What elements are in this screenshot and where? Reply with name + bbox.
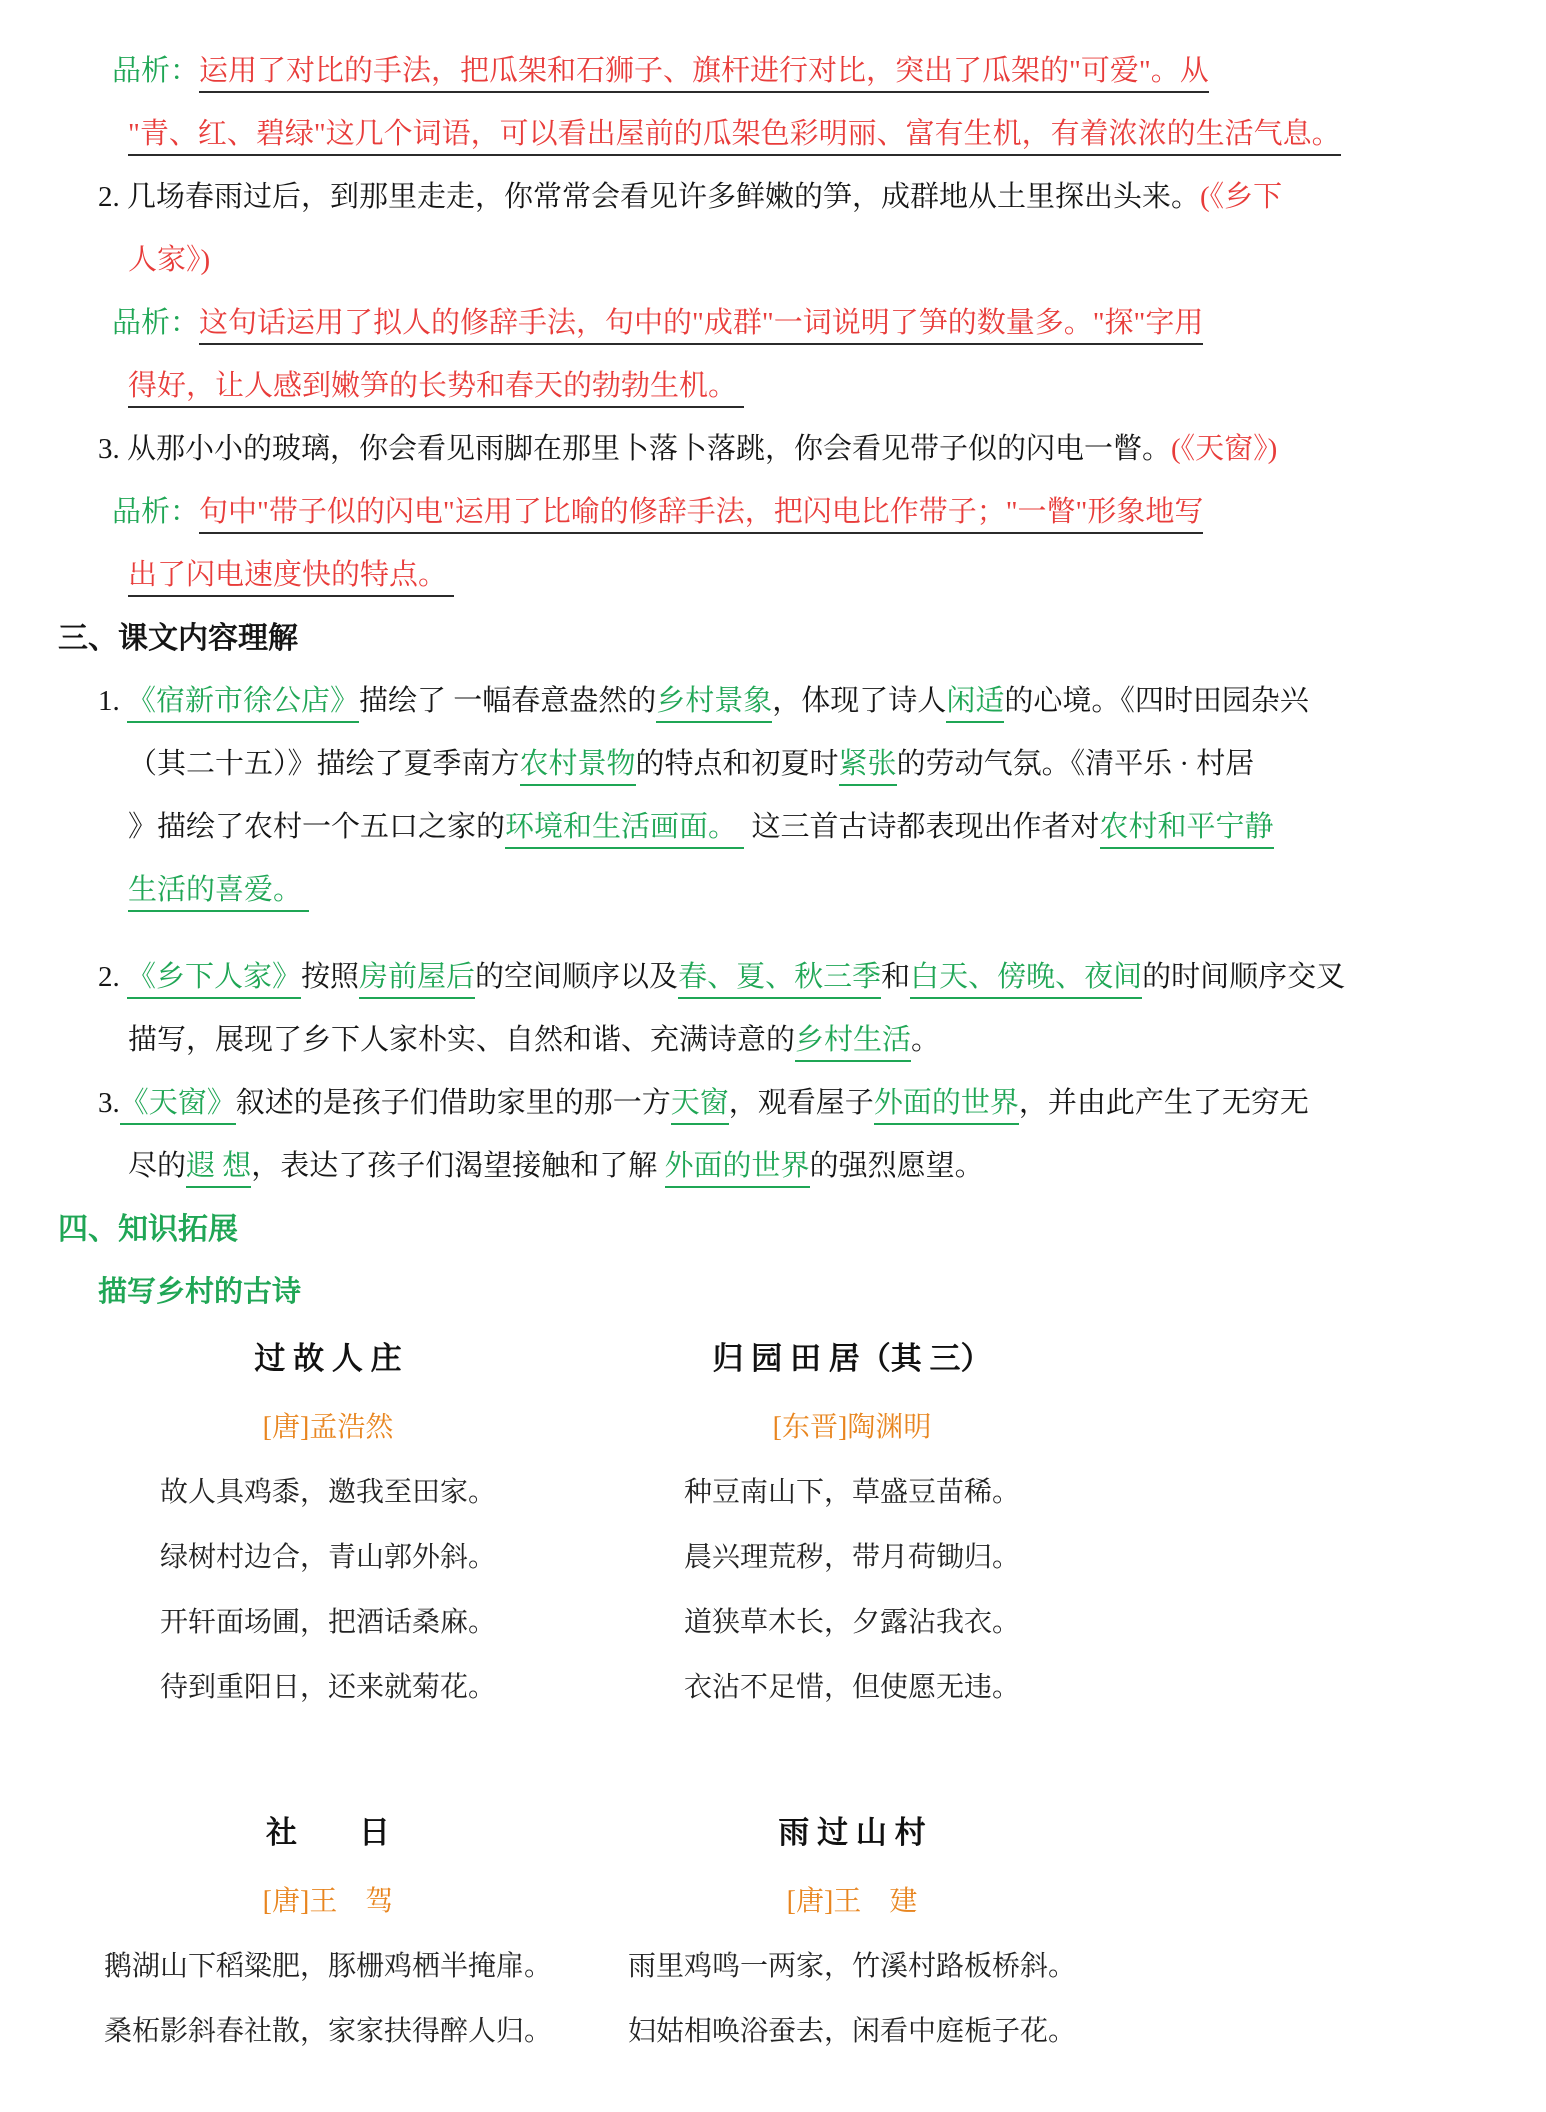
text-segment: 的心境。《四时田园杂兴 bbox=[1004, 685, 1309, 717]
text-segment: 3. 从那小小的玻璃，你会看见雨脚在那里卜落卜落跳，你会看见带子似的闪电一瞥。 bbox=[98, 433, 1172, 465]
text-segment: 环境和生活画面。 bbox=[505, 811, 744, 849]
text-segment: 。 bbox=[911, 1024, 941, 1056]
text-segment: 出了闪电速度快的特点。 bbox=[128, 559, 454, 597]
text-segment: 叙述的是孩子们借助家里的那一方 bbox=[235, 1087, 671, 1119]
text-segment: 的劳动气氛。《清平乐 · 村居 bbox=[896, 748, 1255, 780]
poem-row bbox=[88, 1338, 1092, 1720]
text-segment: 句中"带子似的闪电"运用了比喻的修辞手法，把闪电比作带子；"一瞥"形象地写 bbox=[199, 496, 1203, 534]
text-segment: 春、夏、秋三季 bbox=[678, 961, 881, 999]
analysis-label: 品析： bbox=[112, 55, 200, 87]
poem bbox=[88, 1338, 568, 1720]
text-segment: 《天窗》 bbox=[120, 1087, 236, 1125]
content-lines bbox=[0, 40, 1546, 1324]
text-segment: 3. bbox=[98, 1087, 120, 1119]
analysis-label: 品析： bbox=[112, 496, 200, 528]
text-segment: 的特点和初夏时 bbox=[635, 748, 839, 780]
text-segment: 《乡下人家》 bbox=[127, 961, 301, 999]
text-segment: 天窗 bbox=[671, 1087, 729, 1125]
poem bbox=[88, 1812, 568, 2064]
text-segment: 遐 想 bbox=[186, 1150, 251, 1188]
text-segment: 人家》) bbox=[128, 244, 211, 276]
text-segment: ，表达了孩子们渴望接触和了解 bbox=[251, 1150, 665, 1182]
text-segment: (《天窗》) bbox=[1171, 433, 1278, 465]
poem bbox=[612, 1338, 1092, 1720]
text-line bbox=[0, 1072, 1546, 1135]
text-line bbox=[0, 733, 1546, 796]
subsection-heading bbox=[0, 1261, 1546, 1324]
poem-title: 过 故 人 庄 bbox=[254, 1341, 402, 1376]
text-segment: 1. bbox=[98, 685, 127, 717]
text-segment: 农村和平宁静 bbox=[1100, 811, 1274, 849]
text-line bbox=[0, 544, 1546, 607]
text-segment: 的时间顺序交叉 bbox=[1142, 961, 1346, 993]
poem-line: 道狭草木长，夕露沾我衣。 bbox=[683, 1607, 1020, 1638]
text-segment: 农村景物 bbox=[520, 748, 636, 786]
text-line bbox=[0, 1135, 1546, 1198]
poem-title: 社 日 bbox=[266, 1815, 390, 1850]
text-segment: 2. 几场春雨过后，到那里走走，你常常会看见许多鲜嫩的笋，成群地从土里探出头来。 bbox=[98, 181, 1201, 213]
text-segment: 生活的喜爱。 bbox=[128, 874, 309, 912]
text-segment: 房前屋后 bbox=[359, 961, 475, 999]
poem-line: 种豆南山下，草盛豆苗稀。 bbox=[683, 1477, 1020, 1508]
poem-line: 开轩面场圃，把酒话桑麻。 bbox=[159, 1607, 496, 1638]
text-line bbox=[0, 946, 1546, 1009]
text-segment: 乡村景象 bbox=[656, 685, 772, 723]
poem-author: [唐]王 建 bbox=[786, 1886, 918, 1917]
section-heading-4 bbox=[0, 1198, 1546, 1261]
text-segment: 这句话运用了拟人的修辞手法，句中的"成群"一词说明了笋的数量多。"探"字用 bbox=[199, 307, 1203, 345]
text-segment: 外面的世界 bbox=[665, 1150, 810, 1188]
text-segment: "青、红、碧绿"这几个词语，可以看出屋前的瓜架色彩明丽、富有生机，有着浓浓的生活气息。 bbox=[128, 118, 1341, 156]
poem-author: [唐]孟浩然 bbox=[262, 1412, 394, 1443]
text-line bbox=[0, 859, 1546, 922]
poems-section bbox=[88, 1338, 1092, 2064]
poem-title: 归 园 田 居（其 三） bbox=[712, 1341, 992, 1376]
text-line bbox=[0, 481, 1546, 544]
poem-line: 待到重阳日，还来就菊花。 bbox=[159, 1672, 496, 1703]
poem-author: [东晋]陶渊明 bbox=[772, 1412, 932, 1443]
text-line bbox=[0, 40, 1546, 103]
text-segment: 》描绘了农村一个五口之家的 bbox=[128, 811, 506, 843]
text-segment: 按照 bbox=[301, 961, 360, 993]
text-segment: 描写乡村的古诗 bbox=[98, 1276, 302, 1308]
text-segment: 2. bbox=[98, 961, 127, 993]
text-segment: 三、课文内容理解 bbox=[58, 622, 298, 655]
text-segment: 运用了对比的手法，把瓜架和石狮子、旗杆进行对比，突出了瓜架的"可爱"。从 bbox=[199, 55, 1209, 93]
text-line bbox=[0, 292, 1546, 355]
poem-line: 妇姑相唤浴蚕去，闲看中庭栀子花。 bbox=[627, 2016, 1076, 2047]
text-line bbox=[0, 796, 1546, 859]
poem bbox=[612, 1812, 1092, 2064]
text-segment: 四、知识拓展 bbox=[58, 1213, 238, 1246]
text-line bbox=[0, 166, 1546, 229]
text-segment: ，观看屋子 bbox=[728, 1087, 874, 1119]
text-segment: 乡村生活 bbox=[795, 1024, 911, 1062]
text-segment: 的空间顺序以及 bbox=[475, 961, 679, 993]
poem-author: [唐]王 驾 bbox=[262, 1886, 394, 1917]
text-segment: 闲适 bbox=[946, 685, 1004, 723]
text-segment: 尽的 bbox=[128, 1150, 187, 1182]
text-segment: 外面的世界 bbox=[874, 1087, 1019, 1125]
text-segment: 得好，让人感到嫩笋的长势和春天的勃勃生机。 bbox=[128, 370, 744, 408]
poem-line: 故人具鸡黍，邀我至田家。 bbox=[159, 1477, 496, 1508]
text-line bbox=[0, 355, 1546, 418]
section-heading-3 bbox=[0, 607, 1546, 670]
text-segment: （其二十五）》描绘了夏季南方 bbox=[128, 748, 520, 780]
text-segment: 这三首古诗都表现出作者对 bbox=[744, 811, 1100, 843]
text-segment: 紧张 bbox=[839, 748, 897, 786]
poem-line: 晨兴理荒秽，带月荷锄归。 bbox=[683, 1542, 1020, 1573]
poem-line: 绿树村边合，青山郭外斜。 bbox=[159, 1542, 496, 1573]
text-segment: 白天、傍晚、夜间 bbox=[910, 961, 1142, 999]
text-line bbox=[0, 670, 1546, 733]
text-segment: (《乡下 bbox=[1200, 181, 1283, 213]
text-segment: ，并由此产生了无穷无 bbox=[1018, 1087, 1309, 1119]
analysis-label: 品析： bbox=[112, 307, 200, 339]
text-segment: 和 bbox=[881, 961, 911, 993]
text-line bbox=[0, 103, 1546, 166]
text-segment: 描绘了 一幅春意盎然的 bbox=[359, 685, 657, 717]
poem-line: 桑柘影斜春社散，家家扶得醉人归。 bbox=[103, 2016, 552, 2047]
text-line bbox=[0, 1009, 1546, 1072]
text-segment: 描写，展现了乡下人家朴实、自然和谐、充满诗意的 bbox=[128, 1024, 796, 1056]
poem-line: 雨里鸡鸣一两家，竹溪村路板桥斜。 bbox=[627, 1951, 1076, 1982]
poem-line: 衣沾不足惜，但使愿无违。 bbox=[683, 1672, 1020, 1703]
text-segment: ，体现了诗人 bbox=[772, 685, 947, 717]
poem-title: 雨 过 山 村 bbox=[778, 1815, 926, 1850]
text-segment: 《宿新市徐公店》 bbox=[127, 685, 359, 723]
text-segment: 的强烈愿望。 bbox=[809, 1150, 984, 1182]
poem-line: 鹅湖山下稻粱肥，豚栅鸡栖半掩扉。 bbox=[103, 1951, 552, 1982]
text-line bbox=[0, 418, 1546, 481]
text-line bbox=[0, 229, 1546, 292]
poem-row bbox=[88, 1812, 1092, 2064]
